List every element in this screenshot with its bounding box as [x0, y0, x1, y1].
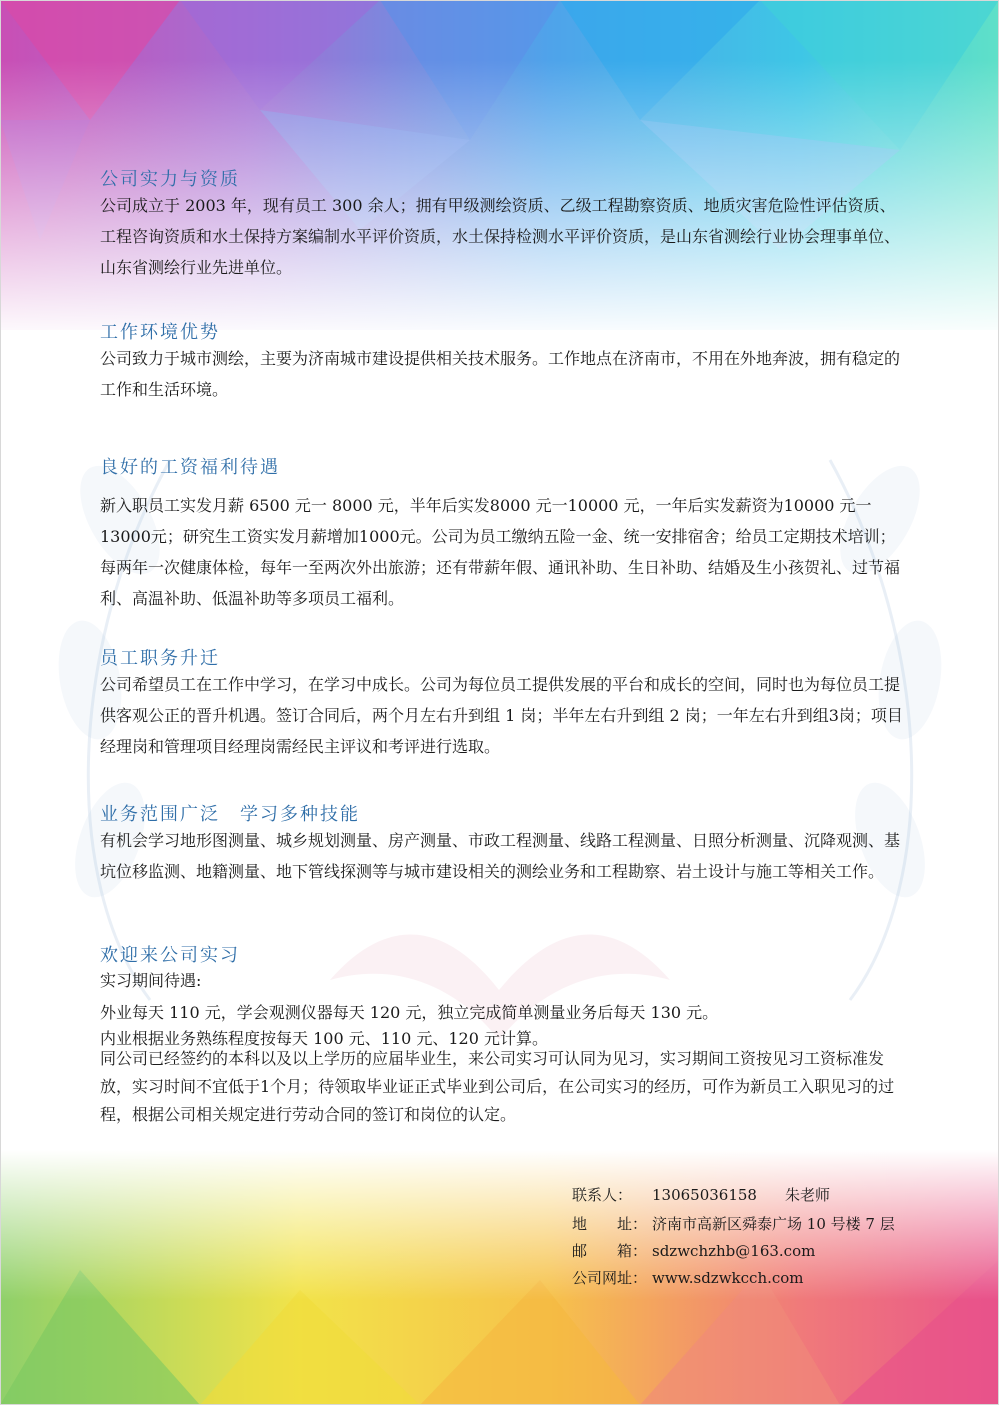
internship-field-pay: 外业每天 110 元，学会观测仪器每天 120 元，独立完成简单测量业务后每天 130 元。 [100, 1003, 719, 1022]
contact-phone: 13065036158 [652, 1186, 757, 1204]
section-title-promotion: 员工职务升迁 [100, 648, 220, 669]
section-title-business-scope: 业务范围广泛 学习多种技能 [100, 804, 360, 825]
section-body-benefits: 新入职员工实发月薪 6500 元一 8000 元，半年后实发8000 元一10000 元，一年后实发薪资为10000 元一13000元；研究生工资实发月薪增加1000元。公司为员工缴纳五险一金、统一安排宿舍；给员工定期技术培训；每两年一次健康体检，每年一至两次外出旅游；还有带薪年假、通讯补助、生日补助、结婚及生小孩贺礼、过节福利、高温补助、低温补助等多项员工福利。 [100, 496, 901, 608]
internship-intro: 实习期间待遇: [100, 971, 202, 990]
internship-policy: 同公司已经签约的本科以及以上学历的应届毕业生，来公司实习可认同为见习，实习期间工资按见习工资标准发放，实习时间不宜低于1个月；待领取毕业证正式毕业到公司后，在公司实习的经历，可作为新员工入职见习的过程，根据公司相关规定进行劳动合同的签订和岗位的认定。 [100, 1049, 895, 1124]
contact-email-label: 邮 箱： [572, 1242, 648, 1260]
section-title-qualifications: 公司实力与资质 [100, 169, 240, 190]
contact-email-row [572, 1240, 815, 1261]
section-body-environment: 公司致力于城市测绘，主要为济南城市建设提供相关技术服务。工作地点在济南市，不用在外地奔波，拥有稳定的工作和生活环境。 [100, 349, 901, 399]
contact-person-row [572, 1184, 830, 1205]
contact-website: www.sdzwkcch.com [652, 1269, 804, 1287]
contact-address-row [572, 1213, 895, 1234]
contact-address: 济南市高新区舜泰广场 10 号楼 7 层 [652, 1215, 895, 1233]
contact-address-label: 地 址： [572, 1215, 648, 1233]
section-title-environment: 工作环境优势 [100, 322, 220, 343]
internship-office-pay: 内业根据业务熟练程度按每天 100 元、110 元、120 元计算。 [100, 1029, 548, 1048]
section-body-business-scope: 有机会学习地形图测量、城乡规划测量、房产测量、市政工程测量、线路工程测量、日照分析测量、沉降观测、基坑位移监测、地籍测量、地下管线探测等与城市建设相关的测绘业务和工程勘察、岩土设计与施工等相关工作。 [100, 831, 901, 881]
contact-website-label: 公司网址： [572, 1269, 648, 1287]
contact-website-row [572, 1267, 804, 1288]
section-body-promotion: 公司希望员工在工作中学习，在学习中成长。公司为每位员工提供发展的平台和成长的空间，同时也为每位员工提供客观公正的晋升机遇。签订合同后，两个月左右升到组 1 岗；半年左右升到组 2 岗；一年左右升到组3岗；项目经理岗和管理项目经理岗需经民主评议和考评进行选取。 [100, 675, 903, 756]
contact-person-name: 朱老师 [784, 1186, 830, 1204]
section-title-benefits: 良好的工资福利待遇 [100, 457, 280, 478]
contact-email: sdzwchzhb@163.com [652, 1242, 816, 1260]
section-body-qualifications: 公司成立于 2003 年，现有员工 300 余人；拥有甲级测绘资质、乙级工程勘察资质、地质灾害危险性评估资质、工程咨询资质和水土保持方案编制水平评价资质，水土保持检测水平评价资质，是山东省测绘行业协会理事单位、山东省测绘行业先进单位。 [100, 196, 901, 277]
section-title-internship: 欢迎来公司实习 [100, 945, 240, 966]
contact-person-label: 联系人： [572, 1186, 633, 1204]
